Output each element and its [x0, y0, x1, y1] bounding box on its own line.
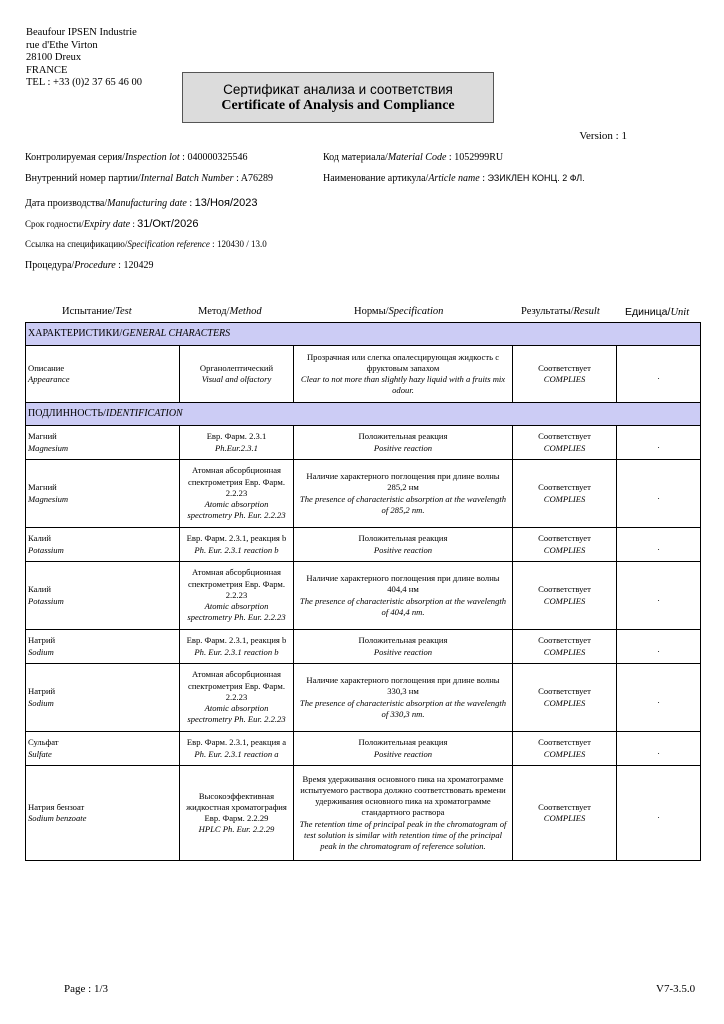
test-en: Sodium	[28, 646, 54, 657]
method-cell	[180, 766, 294, 861]
spec-cell	[294, 562, 513, 630]
test-en: Appearance	[28, 374, 70, 384]
spec-ref-field: Ссылка на спецификацию/Specification reference : 120430 / 13.0	[25, 239, 267, 249]
spec-ru: Наличие характерного поглощения при длине волны 404,4 нм	[306, 573, 500, 595]
expiry-date-field: Срок годности/Expiry date : 31/Окт/2026	[25, 218, 199, 230]
col-result-ru: Результаты/	[521, 306, 574, 317]
result-ru: Соответствует	[538, 635, 591, 646]
result-cell	[513, 426, 617, 460]
result-en: COMPLIES	[543, 697, 586, 708]
method-ru: Евр. Фарм. 2.3.1	[206, 431, 267, 442]
test-cell	[26, 664, 180, 732]
test-cell	[26, 460, 180, 528]
test-en: Potassium	[28, 544, 64, 555]
spec-en: Positive reaction	[373, 442, 433, 453]
company-street: rue d'Ethe Virton	[26, 39, 98, 51]
test-en: Magnesium	[28, 493, 69, 504]
col-header-spec	[354, 306, 443, 317]
test-ru: Натрий	[28, 686, 56, 697]
batch-label-en: Internal Batch Number	[140, 173, 234, 184]
spec-cell	[294, 732, 513, 766]
title-ru: Сертификат анализа и соответствия	[223, 82, 453, 97]
method-cell	[180, 346, 294, 403]
unit-value: .	[657, 439, 660, 450]
col-spec-ru: Нормы/	[354, 306, 389, 317]
result-cell	[513, 562, 617, 630]
test-ru: Калий	[28, 584, 51, 595]
company-address	[26, 27, 142, 90]
procedure-field: Процедура/Procedure : 120429	[25, 260, 154, 271]
test-ru: Описание	[28, 362, 65, 373]
spec-en: The retention time of principal peak in the chromatogram of test solution is similar with retention time of the principal peak in the chromatogram of reference solution.	[299, 818, 507, 851]
result-ru: Соответствует	[538, 737, 591, 748]
spec-cell	[294, 426, 513, 460]
spec-cell	[294, 766, 513, 861]
batch-label-ru: Внутренний номер партии/	[25, 173, 141, 184]
batch-field: Внутренний номер партии/Internal Batch Number : A76289	[25, 173, 274, 184]
col-test-ru: Испытание/	[62, 306, 116, 317]
material-code-label-en: Material Code	[387, 152, 447, 163]
result-en: COMPLIES	[543, 442, 586, 453]
article-field: Наименование артикула/Article name : ЭЗИКЛЕН КОНЦ. 2 ФЛ.	[323, 173, 585, 184]
spec-ru: Наличие характерного поглощения при длине волны 285,2 нм	[306, 471, 500, 493]
test-en: Sodium	[28, 697, 54, 708]
col-unit-ru: Единица/	[625, 306, 671, 318]
spec-ref-value: 120430 / 13.0	[216, 239, 267, 249]
method-cell	[180, 562, 294, 630]
test-ru: Калий	[28, 533, 51, 544]
col-test-en: Test	[115, 306, 132, 317]
title-en: Certificate of Analysis and Compliance	[221, 98, 455, 113]
result-cell	[513, 732, 617, 766]
section-ident-en: IDENTIFICATION	[105, 408, 183, 420]
expiry-label-en: Expiry date	[83, 219, 131, 230]
unit-cell	[617, 460, 701, 528]
spec-cell	[294, 460, 513, 528]
col-unit-en: Unit	[670, 307, 690, 318]
article-label-en: Article name	[428, 173, 480, 184]
method-en: Ph.Eur.2.3.1	[215, 442, 258, 453]
test-ru: Натрия бензоат	[28, 801, 85, 812]
section-row-identification	[26, 403, 701, 426]
section-ident-ru: ПОДЛИННОСТЬ/	[28, 408, 106, 420]
inspection-lot-label-ru: Контролируемая серия/	[25, 152, 125, 163]
method-en: Atomic absorption spectrometry Ph. Eur. 2.2.23	[187, 499, 286, 521]
unit-value: .	[657, 541, 660, 552]
company-name: Beaufour IPSEN Industrie	[26, 27, 137, 38]
result-en: COMPLIES	[543, 544, 586, 555]
result-ru: Соответствует	[538, 362, 591, 373]
method-cell	[180, 528, 294, 562]
result-ru: Соответствует	[538, 801, 591, 812]
spec-ref-label-ru: Ссылка на спецификацию/	[25, 239, 128, 249]
result-cell	[513, 528, 617, 562]
test-cell	[26, 630, 180, 664]
test-ru: Сульфат	[28, 737, 59, 748]
procedure-value: 120429	[123, 260, 154, 271]
test-cell	[26, 732, 180, 766]
unit-cell	[617, 528, 701, 562]
version-label: Version : 1	[579, 130, 627, 142]
spec-ref-label-en: Specification reference	[127, 239, 210, 249]
unit-value: .	[657, 694, 660, 705]
result-en: COMPLIES	[543, 595, 586, 606]
page-number: Page : 1/3	[64, 983, 108, 995]
test-en: Sodium benzoate	[28, 813, 87, 823]
result-cell	[513, 766, 617, 861]
expiry-date-value: 31/Окт/2026	[137, 218, 199, 230]
method-ru: Атомная абсорбционная спектрометрия Евр. Фарм. 2.2.23	[188, 465, 285, 498]
result-en: COMPLIES	[543, 646, 586, 657]
spec-ru: Положительная реакция	[358, 431, 448, 442]
method-cell	[180, 630, 294, 664]
table-row	[26, 732, 701, 766]
table-row	[26, 630, 701, 664]
method-en: HPLC Ph. Eur. 2.2.29	[198, 824, 275, 835]
unit-cell	[617, 664, 701, 732]
method-en: Ph. Eur. 2.3.1 reaction b	[194, 544, 279, 555]
unit-cell	[617, 630, 701, 664]
result-en: COMPLIES	[543, 493, 586, 504]
spec-ru: Положительная реакция	[358, 737, 448, 748]
spec-cell	[294, 630, 513, 664]
table-row	[26, 664, 701, 732]
method-cell	[180, 664, 294, 732]
method-en: Visual and olfactory	[201, 374, 272, 384]
result-ru: Соответствует	[538, 686, 591, 697]
manufacturing-date-field: Дата производства/Manufacturing date : 13/Ноя/2023	[25, 197, 258, 209]
unit-value: .	[657, 643, 660, 654]
col-header-test	[62, 306, 132, 317]
spec-en: Positive reaction	[373, 748, 433, 759]
table-row	[26, 426, 701, 460]
spec-ru: Наличие характерного поглощения при длине волны 330,3 нм	[306, 675, 500, 697]
result-ru: Соответствует	[538, 584, 591, 595]
unit-cell	[617, 426, 701, 460]
test-en: Sulfate	[28, 748, 52, 759]
section-identification	[26, 403, 701, 426]
company-country: FRANCE	[26, 64, 68, 76]
test-cell	[26, 426, 180, 460]
procedure-label-ru: Процедура/	[25, 260, 75, 271]
method-en: Ph. Eur. 2.3.1 reaction b	[194, 646, 279, 657]
result-cell	[513, 630, 617, 664]
unit-cell	[617, 766, 701, 861]
certificate-title-box	[182, 72, 494, 123]
inspection-lot-field: Контролируемая серия/Inspection lot : 040000325546	[25, 152, 248, 163]
unit-value: .	[657, 810, 660, 821]
table-row	[26, 766, 701, 861]
method-cell	[180, 460, 294, 528]
test-cell	[26, 346, 180, 403]
result-ru: Соответствует	[538, 533, 591, 544]
test-ru: Магний	[28, 431, 57, 442]
table-row	[26, 460, 701, 528]
unit-cell	[617, 562, 701, 630]
method-ru: Атомная абсорбционная спектрометрия Евр. Фарм. 2.2.23	[188, 669, 285, 702]
table-row	[26, 346, 701, 403]
spec-en: The presence of characteristic absorption at the wavelength of 285,2 nm.	[299, 493, 507, 515]
spec-en: The presence of characteristic absorption at the wavelength of 404,4 nm.	[299, 595, 507, 617]
spec-cell	[294, 664, 513, 732]
spec-cell	[294, 346, 513, 403]
company-city: 28100 Dreux	[26, 52, 82, 64]
result-en: COMPLIES	[543, 374, 586, 384]
method-ru: Евр. Фарм. 2.3.1, реакция b	[186, 533, 287, 544]
method-ru: Евр. Фарм. 2.3.1, реакция a	[186, 737, 287, 748]
article-label-ru: Наименование артикула/	[323, 173, 429, 184]
col-method-ru: Метод/	[198, 306, 230, 317]
test-en: Potassium	[28, 595, 64, 606]
procedure-label-en: Procedure	[74, 260, 116, 271]
method-en: Ph. Eur. 2.3.1 reaction a	[194, 748, 279, 759]
mfg-label-en: Manufacturing date	[107, 198, 187, 209]
col-header-unit	[625, 306, 689, 318]
table-row	[26, 562, 701, 630]
result-ru: Соответствует	[538, 482, 591, 493]
col-header-method	[198, 306, 262, 317]
unit-value: .	[657, 745, 660, 756]
company-tel: TEL : +33 (0)2 37 65 46 00	[26, 77, 143, 89]
col-method-en: Method	[229, 306, 262, 317]
method-ru: Органолептический	[199, 362, 274, 373]
method-ru: Высокоэффективная жидкостная хроматография Евр. Фарм. 2.2.29	[186, 790, 287, 823]
article-value: ЭЗИКЛЕН КОНЦ. 2 ФЛ.	[487, 173, 585, 183]
material-code-value: 1052999RU	[454, 152, 504, 163]
mfg-label-ru: Дата производства/	[25, 198, 108, 209]
unit-value: .	[657, 371, 660, 382]
unit-cell	[617, 732, 701, 766]
method-ru: Евр. Фарм. 2.3.1, реакция b	[186, 635, 287, 646]
spec-en: Clear to not more than slightly hazy liquid with a fruits mix odour.	[300, 374, 506, 396]
test-cell	[26, 766, 180, 861]
result-cell	[513, 346, 617, 403]
material-code-label-ru: Код материала/	[323, 152, 388, 163]
unit-value: .	[657, 490, 660, 501]
method-en: Atomic absorption spectrometry Ph. Eur. 2.2.23	[187, 601, 286, 623]
result-ru: Соответствует	[538, 431, 591, 442]
method-cell	[180, 426, 294, 460]
document-version: V7-3.5.0	[656, 983, 696, 995]
inspection-lot-label-en: Inspection lot	[124, 152, 180, 163]
method-cell	[180, 732, 294, 766]
test-en: Magnesium	[28, 442, 69, 453]
spec-ru: Положительная реакция	[358, 533, 448, 544]
spec-en: Positive reaction	[373, 544, 433, 555]
spec-en: The presence of characteristic absorption at the wavelength of 330,3 nm.	[299, 697, 507, 719]
col-spec-en: Specification	[388, 306, 444, 317]
inspection-lot-value: 040000325546	[187, 152, 248, 163]
section-general-en: GENERAL CHARACTERS	[122, 328, 231, 340]
result-en: COMPLIES	[543, 813, 586, 823]
spec-cell	[294, 528, 513, 562]
material-code-field: Код материала/Material Code : 1052999RU	[323, 152, 504, 163]
col-header-result	[521, 306, 600, 317]
section-row-general	[26, 323, 701, 346]
spec-ru: Положительная реакция	[358, 635, 448, 646]
unit-cell	[617, 346, 701, 403]
test-ru: Натрий	[28, 635, 56, 646]
batch-value: A76289	[240, 173, 274, 184]
results-table	[25, 322, 701, 861]
test-cell	[26, 562, 180, 630]
mfg-date-value: 13/Ноя/2023	[194, 197, 258, 209]
spec-ru: Прозрачная или слегка опалесцирующая жидкость с фруктовым запахом	[306, 351, 500, 373]
result-cell	[513, 460, 617, 528]
section-general-ru: ХАРАКТЕРИСТИКИ/	[28, 328, 123, 340]
test-cell	[26, 528, 180, 562]
spec-ru: Время удерживания основного пика на хроматограмме испытуемого раствора должно соответствовать времени удерживания основного пика на хроматограмме стандартного раствора	[300, 773, 506, 818]
result-cell	[513, 664, 617, 732]
method-en: Atomic absorption spectrometry Ph. Eur. 2.2.23	[187, 703, 286, 725]
expiry-label-ru: Срок годности/	[25, 219, 84, 229]
result-en: COMPLIES	[543, 748, 586, 759]
method-ru: Атомная абсорбционная спектрометрия Евр. Фарм. 2.2.23	[188, 567, 285, 600]
table-row	[26, 528, 701, 562]
spec-en: Positive reaction	[373, 646, 433, 657]
col-result-en: Result	[573, 306, 600, 317]
section-general-characters	[26, 323, 701, 346]
test-ru: Магний	[28, 482, 57, 493]
unit-value: .	[657, 592, 660, 603]
